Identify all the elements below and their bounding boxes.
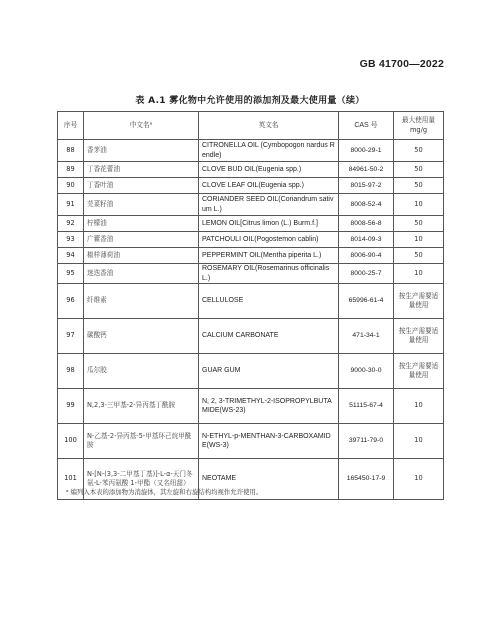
cell-en-name: CELLULOSE bbox=[199, 284, 339, 319]
standard-number: GB 41700—2022 bbox=[359, 58, 444, 70]
cell-seq: 101 bbox=[58, 459, 84, 500]
cell-seq: 91 bbox=[58, 194, 84, 216]
cell-seq: 92 bbox=[58, 216, 84, 232]
cell-max-use: 10 bbox=[394, 459, 444, 500]
table-row bbox=[58, 232, 444, 248]
cell-seq: 99 bbox=[58, 389, 84, 424]
cell-en-name: PATCHOULI OIL(Pogostemon cablin) bbox=[199, 232, 339, 248]
cell-cn-name: 纤维素 bbox=[84, 284, 199, 319]
cell-cas: 8014-09-3 bbox=[339, 232, 394, 248]
cell-cn-name: 柠檬油 bbox=[84, 216, 199, 232]
cell-cn-name: 碳酸钙 bbox=[84, 319, 199, 354]
cell-cn-name: 丁香叶油 bbox=[84, 178, 199, 194]
col-header-cn-name: 中文名ᵃ bbox=[84, 112, 199, 140]
cell-cas: 471-34-1 bbox=[339, 319, 394, 354]
cell-cas: 8000-25-7 bbox=[339, 264, 394, 284]
table-row bbox=[58, 216, 444, 232]
cell-seq: 90 bbox=[58, 178, 84, 194]
cell-cn-name: N-[N-(3,3-二甲基丁基)]-L-α-天门冬氨-L-苯丙氨酸 1-甲酯（又名纽甜） bbox=[84, 459, 199, 500]
cell-cas: 8008-56-8 bbox=[339, 216, 394, 232]
cell-max-use: 50 bbox=[394, 140, 444, 162]
col-header-en-name: 英文名 bbox=[199, 112, 339, 140]
cell-max-use: 50 bbox=[394, 248, 444, 264]
table-row bbox=[58, 140, 444, 162]
cell-cas: 8015-97-2 bbox=[339, 178, 394, 194]
cell-cas: 165450-17-9 bbox=[339, 459, 394, 500]
col-header-seq: 序号 bbox=[58, 112, 84, 140]
cell-max-use: 10 bbox=[394, 194, 444, 216]
cell-max-use: 10 bbox=[394, 232, 444, 248]
cell-en-name: CALCIUM CARBONATE bbox=[199, 319, 339, 354]
cell-en-name: CLOVE LEAF OIL(Eugenia spp.) bbox=[199, 178, 339, 194]
cell-en-name: N-ETHYL-p-MENTHAN-3-CARBOXAMIDE(WS-3) bbox=[199, 424, 339, 459]
cell-max-use: 50 bbox=[394, 216, 444, 232]
table-row bbox=[58, 162, 444, 178]
cell-seq: 89 bbox=[58, 162, 84, 178]
cell-en-name: CORIANDER SEED OIL(Coriandrum sativum L.) bbox=[199, 194, 339, 216]
cell-max-use: 50 bbox=[394, 178, 444, 194]
table-row bbox=[58, 178, 444, 194]
cell-cn-name: 广藿香油 bbox=[84, 232, 199, 248]
cell-en-name: CITRONELLA OIL (Cymbopogon nardus Rendle) bbox=[199, 140, 339, 162]
cell-max-use: 10 bbox=[394, 424, 444, 459]
cell-cn-name: N,2,3-三甲基-2-异丙基丁酰胺 bbox=[84, 389, 199, 424]
cell-cn-name: 香茅油 bbox=[84, 140, 199, 162]
cell-cn-name: 椒样薄荷油 bbox=[84, 248, 199, 264]
table-row bbox=[58, 319, 444, 354]
cell-en-name: LEMON OIL[Citrus limon (L.) Burm.f.] bbox=[199, 216, 339, 232]
cell-en-name: GUAR GUM bbox=[199, 354, 339, 389]
cell-seq: 93 bbox=[58, 232, 84, 248]
cell-cas: 51115-67-4 bbox=[339, 389, 394, 424]
cell-seq: 100 bbox=[58, 424, 84, 459]
cell-cas: 9000-30-0 bbox=[339, 354, 394, 389]
col-header-cas: CAS 号 bbox=[339, 112, 394, 140]
table-row bbox=[58, 264, 444, 284]
cell-seq: 94 bbox=[58, 248, 84, 264]
cell-cas: 84961-50-2 bbox=[339, 162, 394, 178]
cell-cn-name: 丁香花蕾油 bbox=[84, 162, 199, 178]
cell-seq: 98 bbox=[58, 354, 84, 389]
col-header-max-use-label: 最大使用量 bbox=[402, 116, 435, 124]
cell-seq: 97 bbox=[58, 319, 84, 354]
cell-max-use: 按生产需要适量使用 bbox=[394, 284, 444, 319]
table-header-row bbox=[58, 112, 444, 140]
table-row bbox=[58, 424, 444, 459]
cell-seq: 88 bbox=[58, 140, 84, 162]
cell-cas: 8006-90-4 bbox=[339, 248, 394, 264]
cell-cas: 39711-79-0 bbox=[339, 424, 394, 459]
table-caption: 表 A.1 雾化物中允许使用的添加剂及最大使用量（续） bbox=[135, 96, 365, 106]
table-row bbox=[58, 248, 444, 264]
cell-en-name: NEOTAME bbox=[199, 459, 339, 500]
cell-cn-name: 芫荽籽油 bbox=[84, 194, 199, 216]
cell-en-name: PEPPERMINT OIL(Mentha piperita L.) bbox=[199, 248, 339, 264]
cell-cas: 65996-61-4 bbox=[339, 284, 394, 319]
cell-cas: 8008-52-4 bbox=[339, 194, 394, 216]
table-footnote: ᵃ 编列入本表的添加物为消旋体，其左旋和右旋结构均视作允许使用。 bbox=[66, 488, 263, 496]
cell-en-name: CLOVE BUD OIL(Eugenia spp.) bbox=[199, 162, 339, 178]
col-header-max-use-unit: mg/g bbox=[409, 125, 427, 134]
cell-seq: 95 bbox=[58, 264, 84, 284]
cell-max-use: 10 bbox=[394, 389, 444, 424]
cell-max-use: 按生产需要适量使用 bbox=[394, 319, 444, 354]
cell-en-name: N, 2, 3-TRIMETHYL-2-ISOPROPYLBUTAMIDE(WS-23) bbox=[199, 389, 339, 424]
col-header-max-use bbox=[394, 112, 444, 140]
table-row bbox=[58, 194, 444, 216]
cell-cn-name: N-乙基-2-异丙基-5-甲基环己烷甲酰胺 bbox=[84, 424, 199, 459]
cell-max-use: 10 bbox=[394, 264, 444, 284]
cell-cas: 8000-29-1 bbox=[339, 140, 394, 162]
cell-cn-name: 瓜尔胶 bbox=[84, 354, 199, 389]
cell-seq: 96 bbox=[58, 284, 84, 319]
table-row bbox=[58, 284, 444, 319]
cell-max-use: 按生产需要适量使用 bbox=[394, 354, 444, 389]
cell-max-use: 50 bbox=[394, 162, 444, 178]
cell-en-name: ROSEMARY OIL(Rosemarinus officinalis L.) bbox=[199, 264, 339, 284]
table-row bbox=[58, 389, 444, 424]
additives-table bbox=[57, 111, 444, 500]
table-row bbox=[58, 354, 444, 389]
cell-cn-name: 迷迭香油 bbox=[84, 264, 199, 284]
